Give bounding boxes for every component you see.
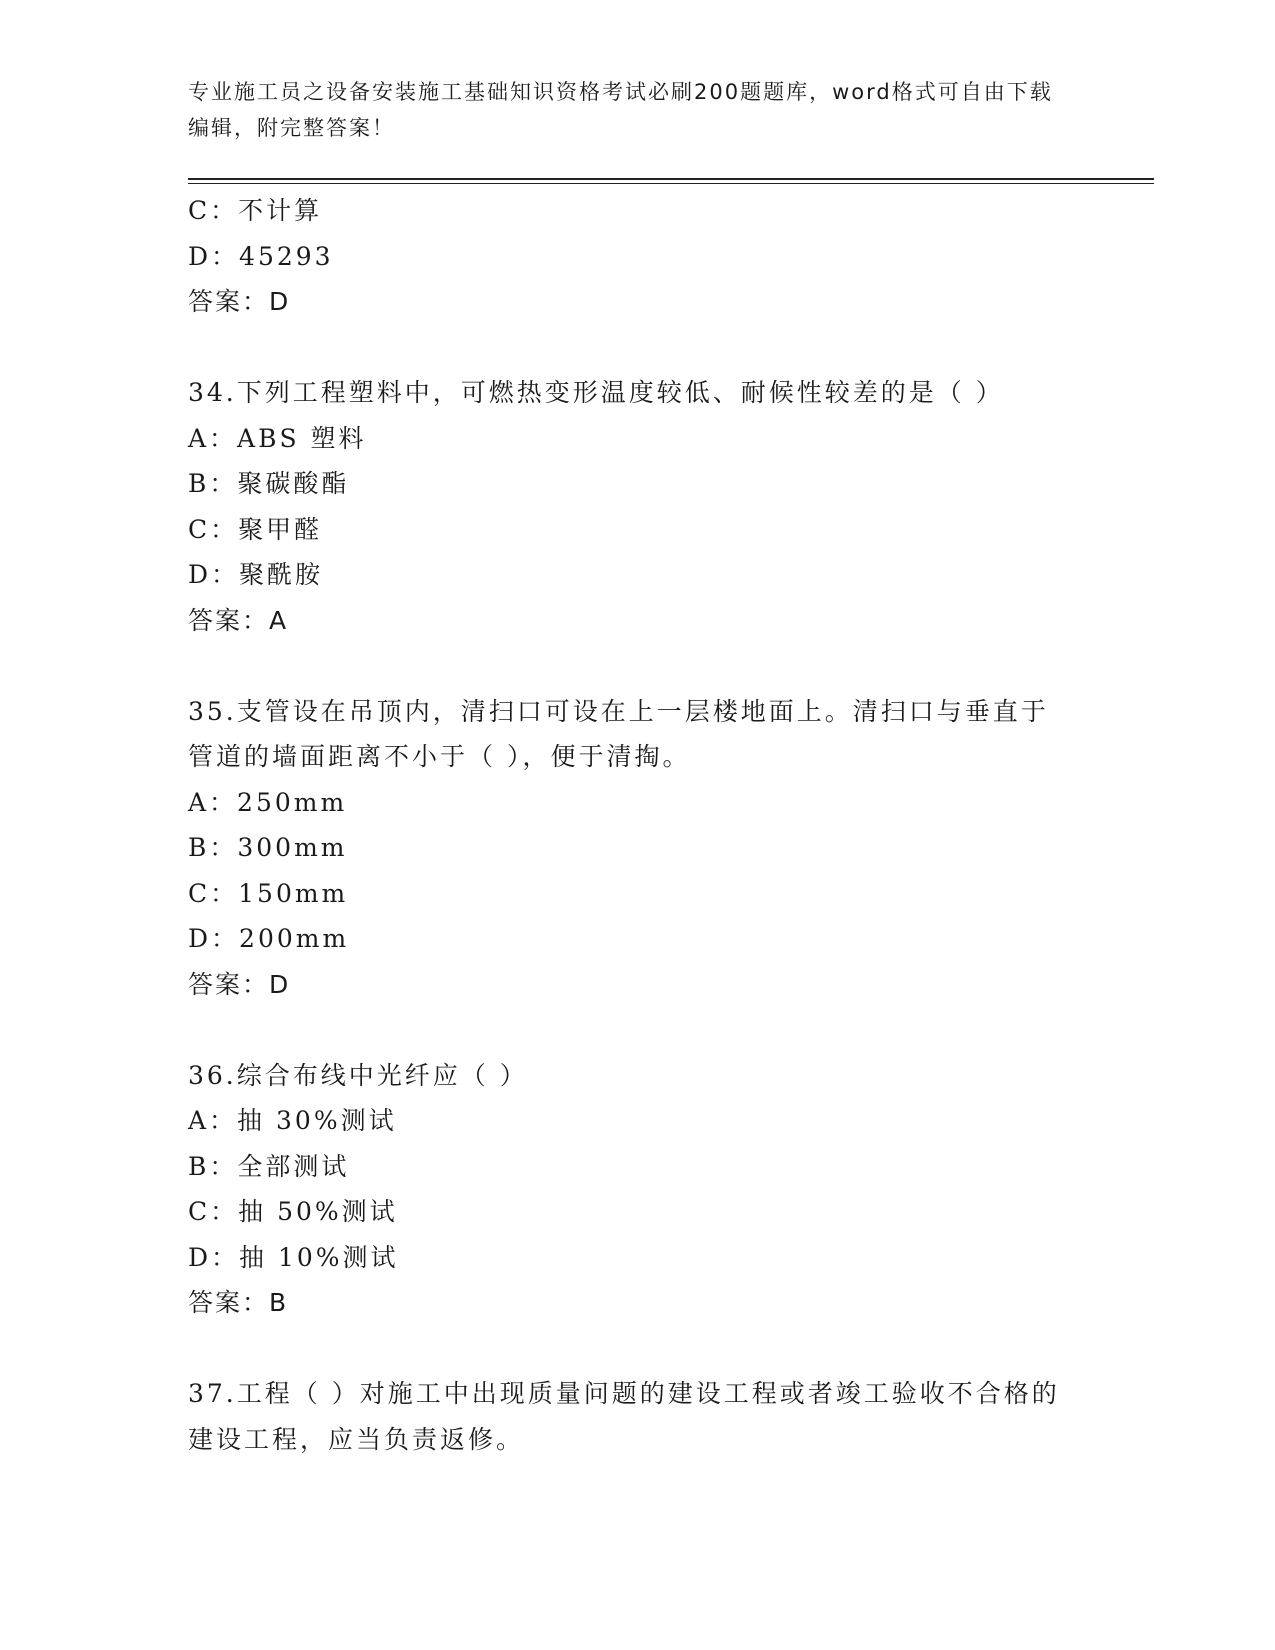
question-block-34 xyxy=(188,370,1088,643)
option-c: C：抽 50%测试 xyxy=(188,1197,398,1226)
option-b: B：300mm xyxy=(188,833,348,862)
question-content xyxy=(188,188,1088,1462)
answer: 答案：B xyxy=(188,1288,289,1317)
header-divider-thin xyxy=(188,183,1154,184)
spacer xyxy=(188,1326,1088,1372)
option-a: A：ABS 塑料 xyxy=(188,423,367,453)
question-stem: 35.支管设在吊顶内，清扫口可设在上一层楼地面上。清扫口与垂直于管道的墙面距离不小于（ ），便于清掏。 xyxy=(188,696,1049,771)
option-b: B：全部测试 xyxy=(188,1151,350,1181)
header-divider-thick xyxy=(188,178,1154,180)
answer: 答案：A xyxy=(188,605,289,635)
option-d: D：抽 10%测试 xyxy=(188,1242,399,1272)
question-stem: 36.综合布线中光纤应（ ） xyxy=(188,1060,528,1090)
question-block-37 xyxy=(188,1371,1088,1462)
option-d: D：聚酰胺 xyxy=(188,560,324,589)
answer: 答案：D xyxy=(188,969,291,999)
prev-question-block xyxy=(188,188,1088,325)
option-a: A：250mm xyxy=(188,787,348,817)
option-c: C：150mm xyxy=(188,878,349,908)
answer: 答案：D xyxy=(188,287,291,316)
option-d: D：200mm xyxy=(188,924,350,953)
option-c: C：不计算 xyxy=(188,196,323,225)
question-stem: 37.工程（ ）对施工中出现质量问题的建设工程或者竣工验收不合格的建设工程，应当负责返修。 xyxy=(188,1379,1060,1454)
option-d: D：45293 xyxy=(188,241,334,271)
question-stem: 34.下列工程塑料中，可燃热变形温度较低、耐候性较差的是（ ） xyxy=(188,378,1004,407)
option-b: B：聚碳酸酯 xyxy=(188,469,350,498)
spacer xyxy=(188,1007,1088,1053)
question-block-35 xyxy=(188,689,1088,1008)
question-block-36 xyxy=(188,1053,1088,1326)
page-header: 专业施工员之设备安装施工基础知识资格考试必刷200题题库，word格式可自由下载编辑，附完整答案！ xyxy=(188,80,1053,140)
option-a: A：抽 30%测试 xyxy=(188,1106,397,1135)
spacer xyxy=(188,643,1088,689)
spacer xyxy=(188,325,1088,371)
option-c: C：聚甲醛 xyxy=(188,514,323,544)
